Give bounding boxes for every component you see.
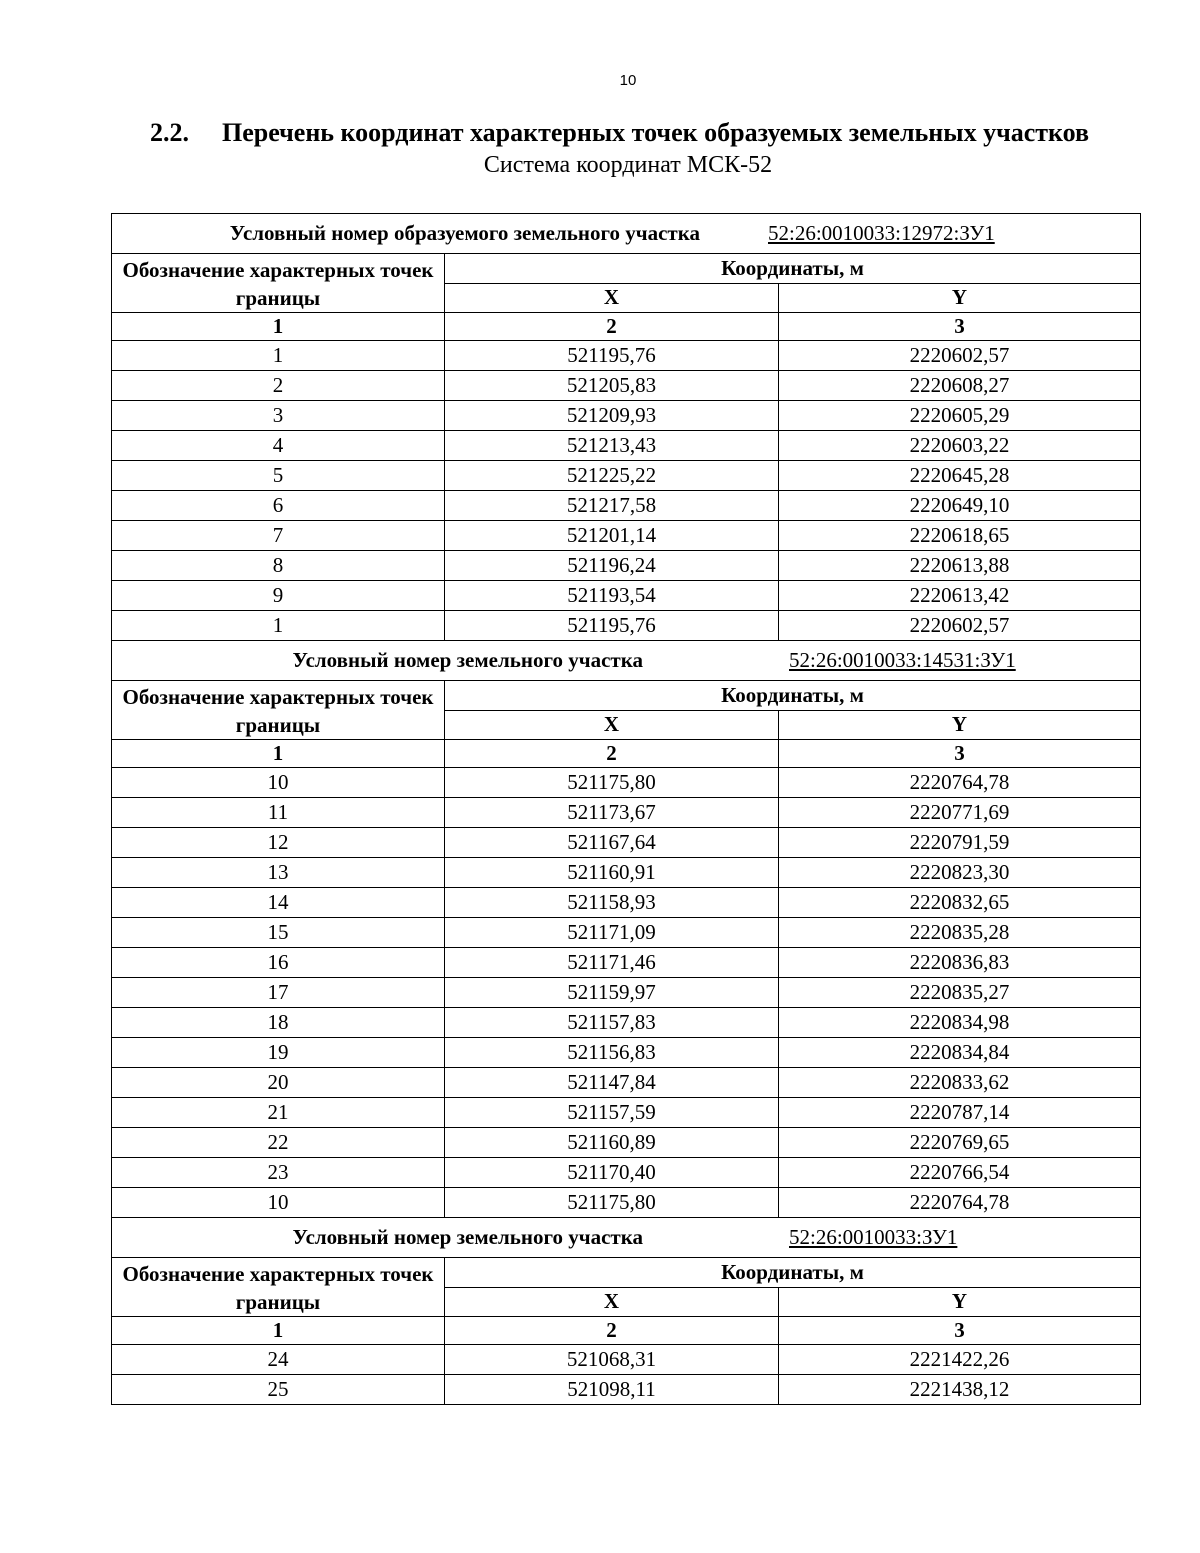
y-coordinate: 2220836,83 [779,948,1141,978]
section-title: Перечень координат характерных точек образуемых земельных участков [222,118,1090,147]
point-number: 7 [112,521,445,551]
table-row [112,341,1141,371]
point-number: 23 [112,1158,445,1188]
parcel-label: Условный номер земельного участка [292,1225,643,1249]
y-coordinate: 2220835,27 [779,978,1141,1008]
table-row [112,858,1141,888]
column-number-row [112,740,1141,768]
column-number: 3 [779,740,1141,768]
y-coordinate: 2221438,12 [779,1375,1141,1405]
y-coordinate: 2220645,28 [779,461,1141,491]
table-row [112,1188,1141,1218]
column-number: 2 [445,740,779,768]
parcel-title-cell [112,214,1141,254]
y-coordinate: 2220649,10 [779,491,1141,521]
y-coordinate: 2220769,65 [779,1128,1141,1158]
point-number: 10 [112,1188,445,1218]
table-row [112,1068,1141,1098]
parcel-title-cell [112,1218,1141,1258]
x-coordinate: 521175,80 [445,768,779,798]
x-coordinate: 521157,59 [445,1098,779,1128]
table-row [112,521,1141,551]
coordinates-header: Координаты, м [445,1258,1141,1288]
y-coordinate: 2220823,30 [779,858,1141,888]
x-header: X [445,1287,779,1317]
x-coordinate: 521195,76 [445,341,779,371]
page-number: 10 [619,72,637,89]
cadastral-number: 52:26:0010033:ЗУ1 [789,1225,958,1249]
table-row [112,431,1141,461]
table-row [112,918,1141,948]
table-row [112,401,1141,431]
y-coordinate: 2220764,78 [779,1188,1141,1218]
column-number: 1 [112,313,445,341]
point-number: 3 [112,401,445,431]
y-header: Y [779,1287,1141,1317]
table-row [112,461,1141,491]
point-number: 12 [112,828,445,858]
x-coordinate: 521217,58 [445,491,779,521]
point-number: 15 [112,918,445,948]
header-row [112,254,1141,284]
table-row [112,1008,1141,1038]
point-number: 16 [112,948,445,978]
header-row [112,1258,1141,1288]
x-coordinate: 521167,64 [445,828,779,858]
coordinates-header: Координаты, м [445,254,1141,284]
table-row [112,1128,1141,1158]
table-row [112,1098,1141,1128]
point-number: 25 [112,1375,445,1405]
point-number: 20 [112,1068,445,1098]
x-coordinate: 521209,93 [445,401,779,431]
y-coordinate: 2220605,29 [779,401,1141,431]
x-coordinate: 521195,76 [445,611,779,641]
parcel-title-row [112,641,1141,681]
x-coordinate: 521098,11 [445,1375,779,1405]
x-coordinate: 521201,14 [445,521,779,551]
parcel-title-row [112,214,1141,254]
y-coordinate: 2220602,57 [779,341,1141,371]
section-heading [150,118,1160,148]
y-coordinate: 2220618,65 [779,521,1141,551]
x-header: X [445,283,779,313]
table-row [112,1345,1141,1375]
point-number: 1 [112,341,445,371]
point-number: 2 [112,371,445,401]
coordinates-table-body [112,214,1141,1405]
point-number: 4 [112,431,445,461]
x-coordinate: 521147,84 [445,1068,779,1098]
table-row [112,1038,1141,1068]
column-number: 3 [779,313,1141,341]
column-number: 2 [445,313,779,341]
x-coordinate: 521171,46 [445,948,779,978]
x-coordinate: 521213,43 [445,431,779,461]
y-coordinate: 2220833,62 [779,1068,1141,1098]
table-row [112,948,1141,978]
y-coordinate: 2220764,78 [779,768,1141,798]
coordinates-table [111,213,1141,1405]
point-designation-header: Обозначение характерных точек границы [112,254,445,313]
point-number: 22 [112,1128,445,1158]
point-number: 24 [112,1345,445,1375]
x-coordinate: 521160,89 [445,1128,779,1158]
table-row [112,581,1141,611]
column-number: 3 [779,1317,1141,1345]
point-number: 14 [112,888,445,918]
column-number: 1 [112,1317,445,1345]
table-row [112,978,1141,1008]
y-coordinate: 2220832,65 [779,888,1141,918]
parcel-label: Условный номер земельного участка [292,648,643,672]
y-coordinate: 2220608,27 [779,371,1141,401]
y-coordinate: 2220771,69 [779,798,1141,828]
point-number: 9 [112,581,445,611]
parcel-label: Условный номер образуемого земельного участка [229,221,700,245]
y-coordinate: 2220613,42 [779,581,1141,611]
column-number: 2 [445,1317,779,1345]
point-number: 13 [112,858,445,888]
x-coordinate: 521173,67 [445,798,779,828]
x-coordinate: 521205,83 [445,371,779,401]
table-row [112,611,1141,641]
table-row [112,1158,1141,1188]
x-coordinate: 521068,31 [445,1345,779,1375]
y-header: Y [779,283,1141,313]
y-header: Y [779,710,1141,740]
column-number: 1 [112,740,445,768]
point-number: 10 [112,768,445,798]
table-row [112,491,1141,521]
point-designation-header: Обозначение характерных точек границы [112,681,445,740]
table-row [112,768,1141,798]
table-row [112,798,1141,828]
parcel-title-cell [112,641,1141,681]
x-coordinate: 521225,22 [445,461,779,491]
x-coordinate: 521196,24 [445,551,779,581]
point-number: 19 [112,1038,445,1068]
table-row [112,551,1141,581]
coordinates-header: Координаты, м [445,681,1141,711]
y-coordinate: 2220602,57 [779,611,1141,641]
cadastral-number: 52:26:0010033:12972:ЗУ1 [768,221,995,245]
x-coordinate: 521170,40 [445,1158,779,1188]
point-number: 18 [112,1008,445,1038]
x-coordinate: 521160,91 [445,858,779,888]
x-header: X [445,710,779,740]
y-coordinate: 2220791,59 [779,828,1141,858]
x-coordinate: 521171,09 [445,918,779,948]
y-coordinate: 2220613,88 [779,551,1141,581]
point-number: 8 [112,551,445,581]
header-row [112,681,1141,711]
section-number: 2.2. [150,118,189,147]
point-number: 1 [112,611,445,641]
table-row [112,1375,1141,1405]
point-number: 6 [112,491,445,521]
point-number: 5 [112,461,445,491]
parcel-title-row [112,1218,1141,1258]
x-coordinate: 521158,93 [445,888,779,918]
point-number: 21 [112,1098,445,1128]
point-number: 17 [112,978,445,1008]
y-coordinate: 2220834,84 [779,1038,1141,1068]
y-coordinate: 2220766,54 [779,1158,1141,1188]
table-row [112,828,1141,858]
table-row [112,371,1141,401]
column-number-row [112,313,1141,341]
point-designation-header: Обозначение характерных точек границы [112,1258,445,1317]
y-coordinate: 2220834,98 [779,1008,1141,1038]
x-coordinate: 521156,83 [445,1038,779,1068]
x-coordinate: 521157,83 [445,1008,779,1038]
y-coordinate: 2220603,22 [779,431,1141,461]
point-number: 11 [112,798,445,828]
table-row [112,888,1141,918]
x-coordinate: 521175,80 [445,1188,779,1218]
y-coordinate: 2220835,28 [779,918,1141,948]
y-coordinate: 2220787,14 [779,1098,1141,1128]
x-coordinate: 521193,54 [445,581,779,611]
column-number-row [112,1317,1141,1345]
cadastral-number: 52:26:0010033:14531:ЗУ1 [789,648,1016,672]
coordinate-system-subtitle: Система координат МСК-52 [483,152,773,178]
y-coordinate: 2221422,26 [779,1345,1141,1375]
x-coordinate: 521159,97 [445,978,779,1008]
